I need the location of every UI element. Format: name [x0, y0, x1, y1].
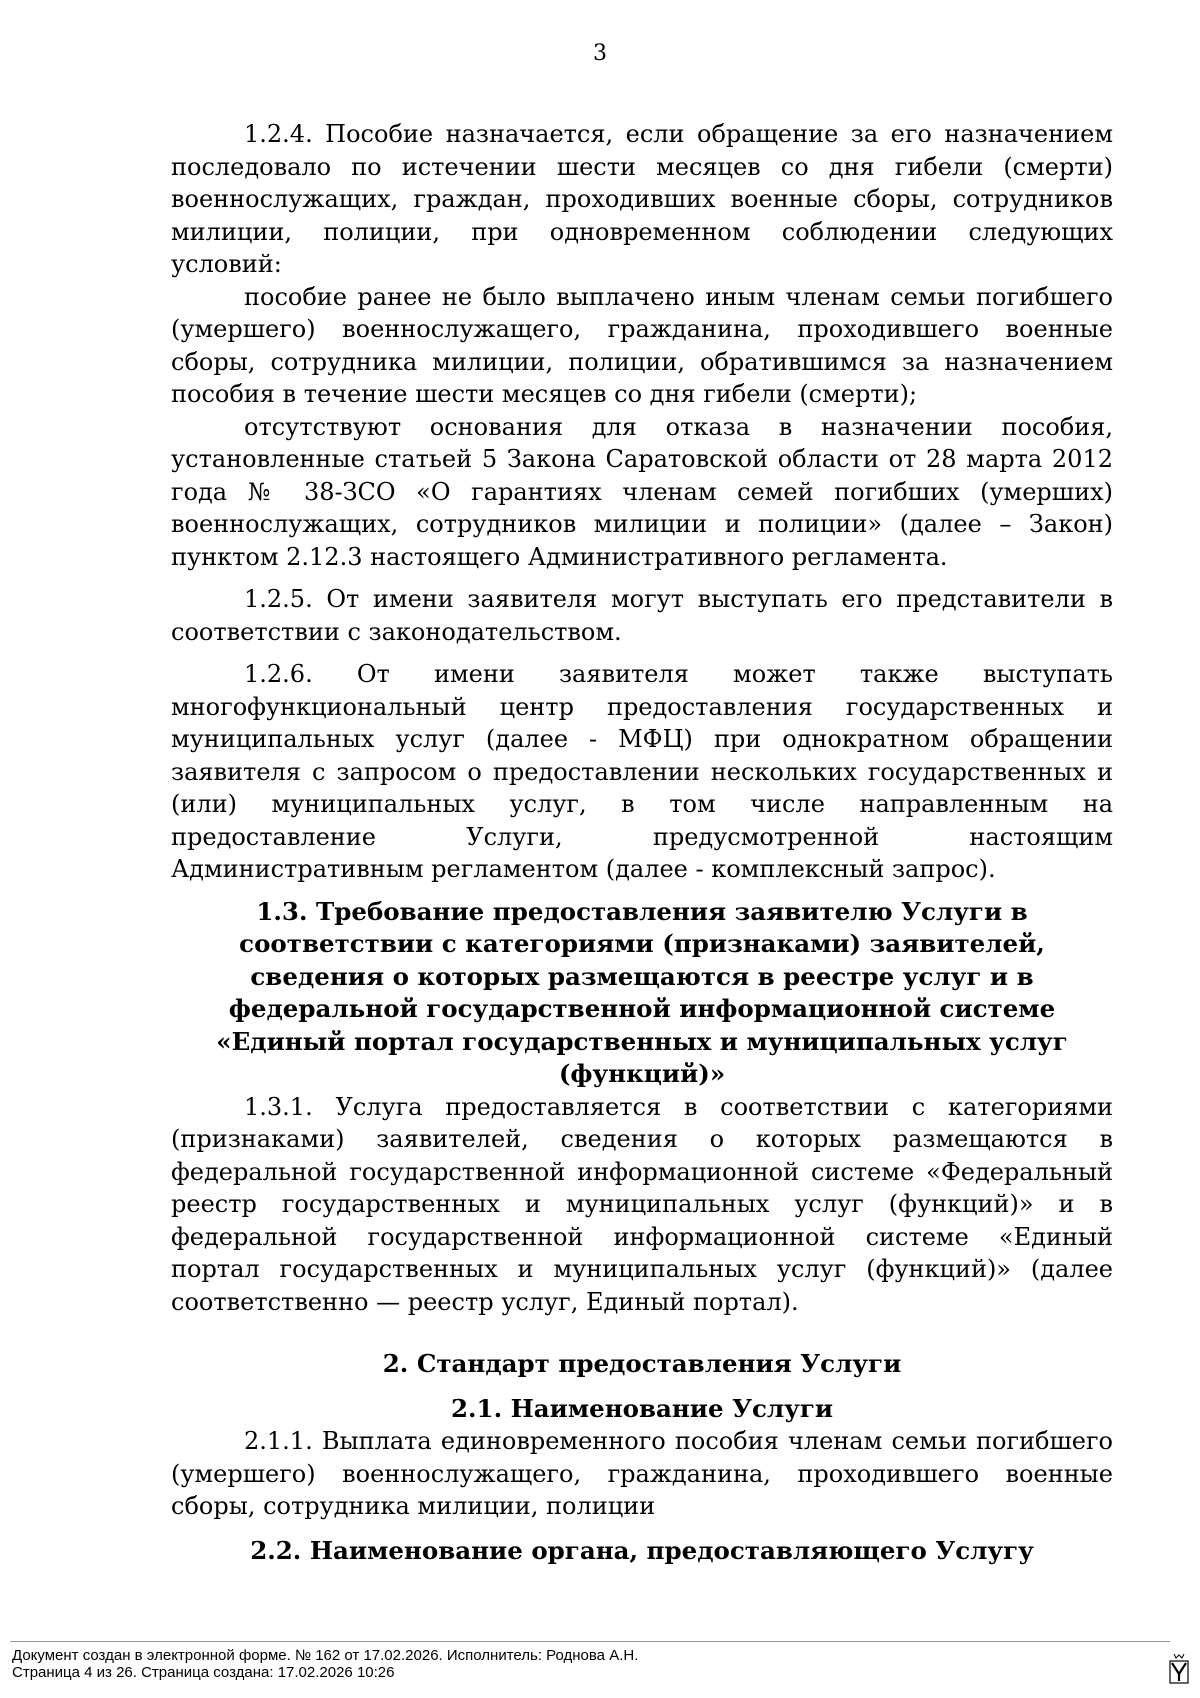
paragraph-1-2-5: 1.2.5. От имени заявителя могут выступать его представители в соответствии с законодательством. — [171, 585, 1113, 646]
paragraph-1-2-4: 1.2.4. Пособие назначается, если обращение за его назначением последовало по истечении шести месяцев со дня гибели (смерти) военнослужащих, граждан, проходивших военные сборы, сотрудников милиции, полиции, при одновременном соблюдении следующих условий: — [171, 120, 1113, 278]
footer-divider — [10, 1641, 1170, 1642]
page-number: 3 — [593, 41, 607, 66]
paragraph-2-1-1: 2.1.1. Выплата единовременного пособия членам семьи погибшего (умершего) военнослужащего, гражданина, проходившего военные сборы, сотрудника милиции, полиции — [171, 1427, 1113, 1520]
heading-section-2: 2. Стандарт предоставления Услуги — [382, 1349, 902, 1378]
document-body — [171, 118, 1113, 1567]
heading-2-1: 2.1. Наименование Услуги — [450, 1393, 834, 1423]
footer-line-1: Документ создан в электронной форме. № 162 от 17.02.2026. Исполнитель: Роднова А.Н. — [12, 1647, 639, 1664]
document-footer — [12, 1647, 638, 1681]
coat-of-arms-icon — [1168, 1652, 1190, 1686]
heading-1-3: 1.3. Требование предоставления заявителю Услуги в соответствии с категориями (признаками) заявителей, сведения о которых размещаются в реестре услуг и в федеральной государственной информационной системе «Единый портал государственных и муниципальных услуг (функций)» — [216, 896, 1068, 1088]
paragraph-condition-1: пособие ранее не было выплачено иным членам семьи погибшего (умершего) военнослужащего, гражданина, проходившего военные сборы, сотрудника милиции, полиции, обратившимся за назначением пособия в течение шести месяцев со дня гибели (смерти); — [171, 282, 1113, 408]
paragraph-condition-2: отсутствуют основания для отказа в назначении пособия, установленные статьей 5 Закона Саратовской области от 28 марта 2012 года № 38-ЗСО «О гарантиях членам семей погибших (умерших) военнослужащих, сотрудников милиции и полиции» (далее – Закон) пунктом 2.12.3 настоящего Административного регламента. — [171, 412, 1113, 571]
paragraph-1-2-6: 1.2.6. От имени заявителя может также выступать многофункциональный центр предоставления государственных и муниципальных услуг (далее - МФЦ) при однократном обращении заявителя с запросом о предоставлении нескольких государственных и (или) муниципальных услуг, в том числе направленным на предоставление Услуги, предусмотренной настоящим Административным регламентом (далее - комплексный запрос). — [171, 660, 1113, 883]
footer-line-2: Страница 4 из 26. Страница создана: 17.02.2026 10:26 — [12, 1664, 395, 1681]
paragraph-1-3-1: 1.3.1. Услуга предоставляется в соответствии с категориями (признаками) заявителей, сведения о которых размещаются в федеральной государственной информационной системе «Федеральный реестр государственных и муниципальных услуг (функций)» и в федеральной государственной информационной системе «Единый портал государственных и муниципальных услуг (функций)» (далее соответственно — реестр услуг, Единый портал). — [171, 1092, 1113, 1316]
heading-2-2: 2.2. Наименование органа, предоставляющего Услугу — [250, 1535, 1034, 1565]
